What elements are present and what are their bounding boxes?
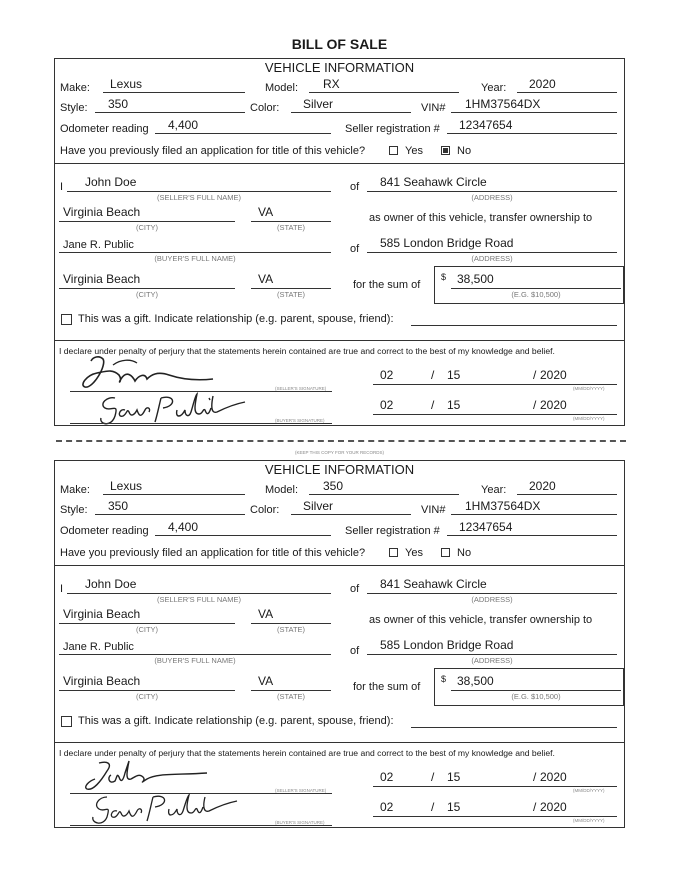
buyer-city-underline [59, 288, 235, 289]
address-caption: (ADDRESS) [471, 656, 513, 665]
sum-underline [451, 288, 621, 289]
seller-city-field[interactable]: Virginia Beach [63, 607, 141, 621]
make-label: Make: [60, 484, 90, 496]
model-field[interactable]: 350 [323, 479, 344, 493]
seller-state-underline [251, 221, 331, 222]
buyer-signature[interactable] [85, 390, 255, 430]
seller-address-underline [367, 593, 617, 594]
gift-text: This was a gift. Indicate relationship (e.g. parent, spouse, friend): [78, 715, 394, 727]
seller-registration-field[interactable]: 12347654 [459, 520, 513, 534]
buyer-address-underline [367, 654, 617, 655]
of-label: of [350, 243, 360, 255]
year-underline [517, 92, 617, 93]
buyer-state-underline [251, 288, 331, 289]
color-underline [291, 112, 411, 113]
dollar-sign: $ [441, 674, 447, 684]
seller-signature[interactable] [73, 351, 243, 395]
sum-box [434, 266, 624, 304]
vin-underline [451, 112, 617, 113]
odometer-underline [155, 133, 331, 134]
buyer-date-year[interactable]: 2020 [540, 398, 567, 412]
of-label: of [350, 583, 360, 595]
seller-date-underline [373, 786, 617, 787]
declaration-text: I declare under penalty of perjury that the statements herein contained are true and correct to the best of my knowledge and belief. [59, 346, 555, 356]
of-label: of [350, 181, 360, 193]
style-label: Style: [60, 504, 88, 516]
transfer-text: as owner of this vehicle, transfer ownership to [369, 212, 593, 224]
vin-underline [451, 514, 617, 515]
i-label: I [60, 583, 64, 595]
buyer-name-caption: (BUYER'S FULL NAME) [154, 656, 236, 665]
model-underline [309, 92, 459, 93]
seller-address-underline [367, 191, 617, 192]
buyer-signature-caption: (BUYER'S SIGNATURE) [275, 820, 325, 825]
odometer-underline [155, 535, 331, 536]
buyer-date-day[interactable]: 15 [447, 398, 461, 412]
sum-field[interactable]: 38,500 [457, 674, 494, 688]
buyer-date-underline [373, 414, 617, 415]
section-divider [55, 742, 624, 743]
title-no-label: No [457, 145, 472, 157]
buyer-address-field[interactable]: 585 London Bridge Road [380, 638, 514, 652]
seller-address-field[interactable]: 841 Seahawk Circle [380, 175, 487, 189]
vehicle-info-title: VEHICLE INFORMATION [264, 462, 415, 477]
buyer-signature-underline [70, 825, 332, 826]
gift-relationship-underline[interactable] [411, 325, 617, 326]
dollar-sign: $ [441, 272, 447, 282]
seller-registration-underline [447, 133, 617, 134]
buyer-state-underline [251, 690, 331, 691]
seller-address-field[interactable]: 841 Seahawk Circle [380, 577, 487, 591]
state-caption: (STATE) [276, 625, 306, 634]
seller-registration-underline [447, 535, 617, 536]
seller-signature-caption: (SELLER'S SIGNATURE) [275, 788, 327, 793]
i-label: I [60, 181, 64, 193]
buyer-name-underline [59, 252, 331, 253]
bill-of-sale-form-original: VEHICLE INFORMATION Make: Lexus Model: RX Year: 2020 Style: 350 Color: Silver VIN# 1HM37564DX Odometer reading 4,400 Seller registration # 12347654 Have you previously filed an application for title of this vehicle? Yes No I John Doe (SELLER'S FULL NAME) of 841 Seahawk Circle (ADDRESS) Virginia Beach (CITY) VA (STATE) as owner of this vehicle, transfer ownership to Jane R. Public (BUYER'S FULL NAME) of 585 London Bridge Road (ADDRESS) Virginia Beach (CITY) VA (STATE) for the sum of $ 38,500 (E.G. $10,500) This was a gift. Indicate relationship (e.g. parent, spouse, friend): I declare under penalty of perjury that the statements herein contained are true and correct to the best of my knowledge and belief. (SELLER'S SIGNATURE) (BUYER'S SIGNATURE) 02 / 15 / 2020 (MM/DD/YYYY) 02 / 15 / 2020 (MM/DD/YYYY) [54, 58, 625, 426]
gift-checkbox[interactable] [61, 314, 72, 325]
title-no-checkbox[interactable] [441, 548, 450, 557]
buyer-date-year[interactable]: 2020 [540, 800, 567, 814]
buyer-name-field[interactable]: Jane R. Public [63, 239, 134, 251]
of-label: of [350, 645, 360, 657]
seller-name-field[interactable]: John Doe [85, 577, 137, 591]
seller-name-underline [67, 191, 331, 192]
transfer-text: as owner of this vehicle, transfer ownership to [369, 614, 593, 626]
style-underline [95, 514, 245, 515]
buyer-signature-caption: (BUYER'S SIGNATURE) [275, 418, 325, 423]
seller-city-underline [59, 623, 235, 624]
color-field[interactable]: Silver [303, 97, 334, 111]
odometer-field[interactable]: 4,400 [168, 118, 199, 132]
address-caption: (ADDRESS) [471, 193, 513, 202]
buyer-date-day[interactable]: 15 [447, 800, 461, 814]
odometer-label: Odometer reading [60, 525, 149, 537]
year-underline [517, 494, 617, 495]
style-underline [95, 112, 245, 113]
seller-date-month[interactable]: 02 [380, 770, 394, 784]
seller-date-year[interactable]: 2020 [540, 770, 567, 784]
year-field[interactable]: 2020 [529, 77, 556, 91]
seller-city-underline [59, 221, 235, 222]
address-caption: (ADDRESS) [471, 254, 513, 263]
model-field[interactable]: RX [323, 77, 340, 91]
buyer-date-month[interactable]: 02 [380, 800, 394, 814]
seller-date-day[interactable]: 15 [447, 770, 461, 784]
style-label: Style: [60, 102, 88, 114]
city-caption: (CITY) [135, 223, 159, 232]
buyer-signature[interactable] [79, 791, 249, 829]
make-underline [103, 494, 245, 495]
seller-registration-label: Seller registration # [345, 123, 440, 135]
buyer-city-underline [59, 690, 235, 691]
buyer-name-underline [59, 654, 331, 655]
buyer-date-caption: (MM/DD/YYYY) [573, 818, 605, 823]
buyer-state-field[interactable]: VA [258, 674, 274, 688]
city-caption: (CITY) [135, 290, 159, 299]
state-caption: (STATE) [276, 223, 306, 232]
title-yes-checkbox[interactable] [389, 548, 398, 557]
sum-underline [451, 690, 621, 691]
vin-field[interactable]: 1HM37564DX [465, 97, 541, 111]
title-no-label: No [457, 547, 472, 559]
sum-caption: (E.G. $10,500) [511, 692, 561, 701]
copy-note: (KEEP THIS COPY FOR YOUR RECORDS) [295, 450, 384, 455]
seller-date-caption: (MM/DD/YYYY) [573, 386, 605, 391]
title-application-question: Have you previously filed an application for title of this vehicle? [60, 145, 366, 157]
section-divider [55, 565, 624, 566]
bill-of-sale-form-copy: VEHICLE INFORMATION Make: Lexus Model: 350 Year: 2020 Style: 350 Color: Silver VIN# 1HM37564DX Odometer reading 4,400 Seller registration # 12347654 Have you previously filed an application for title of this vehicle? Yes No I John Doe (SELLER'S FULL NAME) of 841 Seahawk Circle (ADDRESS) Virginia Beach (CITY) VA (STATE) as owner of this vehicle, transfer ownership to Jane R. Public (BUYER'S FULL NAME) of 585 London Bridge Road (ADDRESS) Virginia Beach (CITY) VA (STATE) for the sum of $ 38,500 (E.G. $10,500) This was a gift. Indicate relationship (e.g. parent, spouse, friend): I declare under penalty of perjury that the statements herein contained are true and correct to the best of my knowledge and belief. (SELLER'S SIGNATURE) (BUYER'S SIGNATURE) 02 / 15 / 2020 (MM/DD/YYYY) 02 / 15 / 2020 (MM/DD/YYYY) [54, 460, 625, 828]
buyer-date-underline [373, 816, 617, 817]
model-label: Model: [265, 82, 299, 94]
sum-label: for the sum of [353, 279, 421, 291]
seller-state-field[interactable]: VA [258, 607, 274, 621]
make-label: Make: [60, 82, 90, 94]
seller-state-underline [251, 623, 331, 624]
vin-label: VIN# [421, 504, 446, 516]
buyer-name-field[interactable]: Jane R. Public [63, 641, 134, 653]
buyer-date-caption: (MM/DD/YYYY) [573, 416, 605, 421]
make-underline [103, 92, 245, 93]
buyer-address-underline [367, 252, 617, 253]
city-caption: (CITY) [135, 692, 159, 701]
make-field[interactable]: Lexus [110, 77, 143, 91]
vin-label: VIN# [421, 102, 446, 114]
buyer-address-field[interactable]: 585 London Bridge Road [380, 236, 514, 250]
sum-caption: (E.G. $10,500) [511, 290, 561, 299]
odometer-label: Odometer reading [60, 123, 149, 135]
seller-signature-caption: (SELLER'S SIGNATURE) [275, 386, 327, 391]
title-yes-label: Yes [405, 145, 423, 157]
color-label: Color: [250, 504, 280, 516]
declaration-text: I declare under penalty of perjury that the statements herein contained are true and correct to the best of my knowledge and belief. [59, 748, 555, 758]
seller-registration-label: Seller registration # [345, 525, 440, 537]
buyer-signature-underline [70, 423, 332, 424]
seller-state-field[interactable]: VA [258, 205, 274, 219]
section-divider [55, 163, 624, 164]
gift-checkbox[interactable] [61, 716, 72, 727]
address-caption: (ADDRESS) [471, 595, 513, 604]
color-underline [291, 514, 411, 515]
make-field[interactable]: Lexus [110, 479, 143, 493]
seller-date-day[interactable]: 15 [447, 368, 461, 382]
odometer-field[interactable]: 4,400 [168, 520, 199, 534]
buyer-name-caption: (BUYER'S FULL NAME) [154, 254, 236, 263]
section-divider [55, 340, 624, 341]
buyer-date-month[interactable]: 02 [380, 398, 394, 412]
year-label: Year: [481, 484, 507, 496]
seller-name-caption: (SELLER'S FULL NAME) [156, 193, 242, 202]
seller-name-caption: (SELLER'S FULL NAME) [156, 595, 242, 604]
vin-field[interactable]: 1HM37564DX [465, 499, 541, 513]
color-label: Color: [250, 102, 280, 114]
model-label: Model: [265, 484, 299, 496]
seller-city-field[interactable]: Virginia Beach [63, 205, 141, 219]
seller-date-month[interactable]: 02 [380, 368, 394, 382]
sum-box [434, 668, 624, 706]
state-caption: (STATE) [276, 290, 306, 299]
title-no-checkbox[interactable] [441, 146, 450, 155]
seller-date-year[interactable]: 2020 [540, 368, 567, 382]
state-caption: (STATE) [276, 692, 306, 701]
buyer-city-field[interactable]: Virginia Beach [63, 674, 141, 688]
vehicle-info-title: VEHICLE INFORMATION [264, 60, 415, 75]
gift-text: This was a gift. Indicate relationship (e.g. parent, spouse, friend): [78, 313, 394, 325]
style-field[interactable]: 350 [108, 97, 129, 111]
seller-date-underline [373, 384, 617, 385]
model-underline [309, 494, 459, 495]
buyer-city-field[interactable]: Virginia Beach [63, 272, 141, 286]
city-caption: (CITY) [135, 625, 159, 634]
sum-field[interactable]: 38,500 [457, 272, 494, 286]
color-field[interactable]: Silver [303, 499, 334, 513]
document-title: BILL OF SALE [291, 36, 388, 52]
year-label: Year: [481, 82, 507, 94]
style-field[interactable]: 350 [108, 499, 129, 513]
title-application-question: Have you previously filed an application for title of this vehicle? [60, 547, 366, 559]
cut-line [56, 440, 626, 442]
seller-registration-field[interactable]: 12347654 [459, 118, 513, 132]
title-yes-checkbox[interactable] [389, 146, 398, 155]
sum-label: for the sum of [353, 681, 421, 693]
buyer-state-field[interactable]: VA [258, 272, 274, 286]
seller-date-caption: (MM/DD/YYYY) [573, 788, 605, 793]
title-yes-label: Yes [405, 547, 423, 559]
gift-relationship-underline[interactable] [411, 727, 617, 728]
seller-name-underline [67, 593, 331, 594]
seller-name-field[interactable]: John Doe [85, 175, 137, 189]
year-field[interactable]: 2020 [529, 479, 556, 493]
